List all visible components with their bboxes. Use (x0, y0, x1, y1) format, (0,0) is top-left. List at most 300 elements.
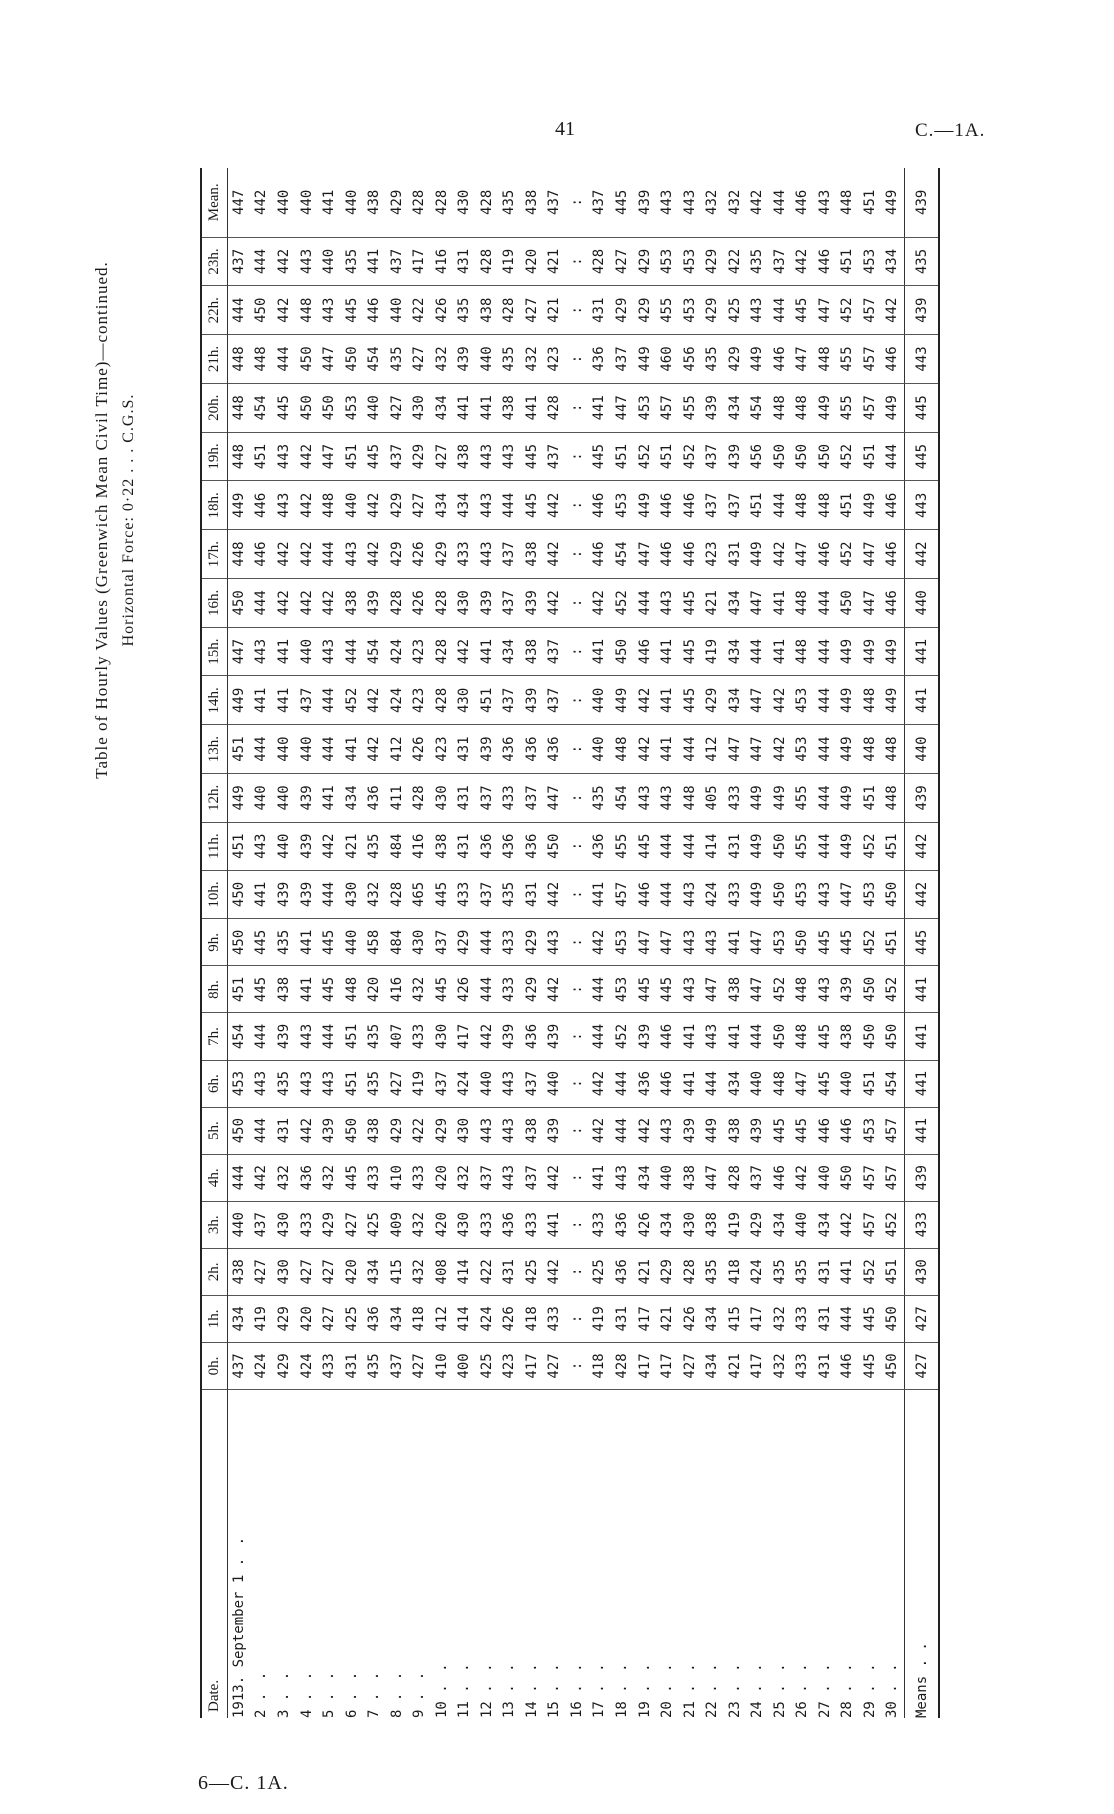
value-cell: 410 (386, 1154, 409, 1201)
value-cell: 431 (273, 1107, 296, 1154)
date-label: 22 (704, 1692, 721, 1718)
leader-dots: . . (884, 1661, 901, 1693)
value-cell: 428 (499, 286, 522, 335)
value-cell: 446 (882, 578, 905, 627)
table-row (679, 168, 702, 1718)
value-cell: 435 (701, 335, 724, 384)
value-cell: 448 (882, 774, 905, 823)
value-cell: 453 (656, 237, 679, 286)
value-cell: 447 (634, 530, 657, 579)
value-cell: 435 (791, 1248, 814, 1295)
value-cell: 434 (431, 383, 454, 432)
value-cell: 440 (363, 383, 386, 432)
value-cell: 429 (521, 966, 544, 1013)
value-cell: 440 (476, 1060, 499, 1107)
value-cell: 439 (296, 774, 319, 823)
value-cell: 440 (791, 1201, 814, 1248)
value-cell: 443 (701, 919, 724, 966)
value-cell: 426 (634, 1201, 657, 1248)
value-cell: 425 (521, 1248, 544, 1295)
value-cell: 417 (408, 237, 431, 286)
value-cell: 441 (318, 774, 341, 823)
value-cell: 450 (859, 966, 882, 1013)
value-cell: 420 (363, 966, 386, 1013)
value-cell: 444 (814, 578, 837, 627)
value-cell: 420 (341, 1248, 364, 1295)
value-cell: 447 (746, 966, 769, 1013)
value-cell: 442 (544, 530, 567, 579)
value-cell: 444 (476, 966, 499, 1013)
value-cell: 425 (724, 286, 747, 335)
mean-cell: 447 (228, 168, 251, 237)
value-cell: 431 (453, 774, 476, 823)
date-cell (701, 1389, 724, 1718)
value-cell: 444 (656, 822, 679, 870)
value-cell: 451 (837, 237, 860, 286)
value-cell: 442 (837, 1201, 860, 1248)
value-cell: 447 (746, 676, 769, 725)
value-cell: 452 (837, 432, 860, 481)
value-cell: 444 (228, 1154, 251, 1201)
value-cell: 429 (701, 676, 724, 725)
value-cell: 439 (679, 1107, 702, 1154)
value-cell: 439 (476, 578, 499, 627)
table-row (814, 168, 837, 1718)
value-cell: 441 (656, 676, 679, 725)
header-hour: 0h. (201, 1342, 228, 1389)
mean-cell: 451 (859, 168, 882, 237)
date-cell (453, 1389, 476, 1718)
value-cell: 435 (363, 1013, 386, 1060)
value-cell: 437 (228, 237, 251, 286)
value-cell: 457 (859, 1154, 882, 1201)
value-cell: 435 (363, 822, 386, 870)
mean-cell: 428 (408, 168, 431, 237)
value-cell: 431 (499, 1248, 522, 1295)
value-cell: 445 (814, 1060, 837, 1107)
value-cell: 442 (882, 286, 905, 335)
date-cell (859, 1389, 882, 1718)
leader-dots: . . (704, 1661, 721, 1693)
value-cell: 434 (882, 237, 905, 286)
value-cell: 428 (724, 1154, 747, 1201)
mean-cell: 449 (882, 168, 905, 237)
value-cell: 442 (296, 1107, 319, 1154)
value-cell: 420 (431, 1201, 454, 1248)
date-cell (814, 1389, 837, 1718)
value-cell: 448 (318, 481, 341, 530)
date-label: 20 (659, 1692, 676, 1718)
value-cell: 439 (273, 1013, 296, 1060)
value-cell: 444 (318, 725, 341, 774)
value-cell: 447 (746, 725, 769, 774)
value-cell: 447 (791, 530, 814, 579)
table-row (566, 168, 589, 1718)
value-cell: 448 (228, 530, 251, 579)
value-cell: 449 (228, 481, 251, 530)
value-cell: 448 (882, 725, 905, 774)
leader-dots: . . (388, 1669, 405, 1702)
value-cell: 456 (746, 432, 769, 481)
value-cell: 446 (769, 335, 792, 384)
value-cell: 452 (679, 432, 702, 481)
value-cell: 437 (769, 237, 792, 286)
value-cell: 412 (431, 1295, 454, 1342)
value-cell: 426 (431, 286, 454, 335)
means-value-cell: 445 (905, 383, 939, 432)
value-cell: 424 (453, 1060, 476, 1107)
value-cell: 446 (656, 1060, 679, 1107)
value-cell: 442 (318, 822, 341, 870)
value-cell: 408 (431, 1248, 454, 1295)
value-cell: 451 (837, 481, 860, 530)
date-cell (499, 1389, 522, 1718)
value-cell: 435 (386, 335, 409, 384)
table-row (408, 168, 431, 1718)
value-cell: 442 (296, 432, 319, 481)
value-cell: 441 (589, 1154, 612, 1201)
value-cell: 449 (882, 627, 905, 676)
value-cell: 442 (769, 676, 792, 725)
date-cell (476, 1389, 499, 1718)
value-cell: 443 (476, 481, 499, 530)
value-cell: 447 (544, 774, 567, 823)
leader-dots: . . (230, 1534, 247, 1567)
value-cell: 452 (882, 1201, 905, 1248)
value-cell: 453 (769, 919, 792, 966)
value-cell: 433 (791, 1295, 814, 1342)
date-cell (544, 1389, 567, 1718)
value-cell: 449 (228, 676, 251, 725)
value-cell: 442 (769, 530, 792, 579)
value-cell: 435 (499, 870, 522, 919)
value-cell: 435 (499, 335, 522, 384)
mean-cell: 438 (521, 168, 544, 237)
date-label: 13 (501, 1692, 518, 1718)
value-cell: 434 (341, 774, 364, 823)
table-row (431, 168, 454, 1718)
value-cell: 440 (228, 1201, 251, 1248)
value-cell: 452 (882, 966, 905, 1013)
value-cell: 442 (544, 1248, 567, 1295)
value-cell: 444 (499, 481, 522, 530)
value-cell: 446 (814, 1107, 837, 1154)
value-cell: 440 (656, 1154, 679, 1201)
date-cell (837, 1389, 860, 1718)
value-cell: 445 (318, 919, 341, 966)
value-cell: 448 (251, 335, 274, 384)
value-cell: 429 (386, 1107, 409, 1154)
value-cell: 434 (724, 627, 747, 676)
value-cell: 448 (859, 676, 882, 725)
mean-cell: 444 (769, 168, 792, 237)
mean-cell: 443 (656, 168, 679, 237)
means-value-cell: 440 (905, 725, 939, 774)
value-cell: 449 (837, 774, 860, 823)
value-cell: 437 (724, 481, 747, 530)
value-cell: 433 (363, 1154, 386, 1201)
date-label: 18 (613, 1692, 630, 1718)
value-cell: 427 (386, 1060, 409, 1107)
value-cell: 457 (882, 1154, 905, 1201)
table-row (837, 168, 860, 1718)
value-cell: 441 (769, 627, 792, 676)
value-cell: 429 (386, 481, 409, 530)
value-cell: 453 (791, 676, 814, 725)
leader-dots: . . (771, 1661, 788, 1693)
leader-dots: . . (501, 1661, 518, 1693)
table-row (791, 168, 814, 1718)
value-cell: 436 (363, 1295, 386, 1342)
table-row (701, 168, 724, 1718)
value-cell: 419 (589, 1295, 612, 1342)
value-cell: 449 (882, 383, 905, 432)
value-cell: 434 (724, 1060, 747, 1107)
value-cell: 439 (296, 870, 319, 919)
date-label: 11 (456, 1692, 473, 1718)
value-cell: 428 (544, 383, 567, 432)
value-cell: 444 (251, 1107, 274, 1154)
value-cell: 440 (589, 676, 612, 725)
value-cell: 455 (791, 774, 814, 823)
value-cell: 441 (341, 725, 364, 774)
value-cell: 420 (296, 1295, 319, 1342)
date-cell (611, 1389, 634, 1718)
means-value-cell: 439 (905, 286, 939, 335)
value-cell: 425 (341, 1295, 364, 1342)
value-cell: 430 (341, 870, 364, 919)
value-cell: 441 (251, 870, 274, 919)
value-cell: 437 (521, 1060, 544, 1107)
value-cell: 448 (791, 966, 814, 1013)
header-hour: 16h. (201, 578, 228, 627)
date-cell (318, 1389, 341, 1718)
means-value-cell: 445 (905, 432, 939, 481)
value-cell: 423 (544, 335, 567, 384)
mean-cell: 440 (296, 168, 319, 237)
date-cell (408, 1389, 431, 1718)
value-cell: 454 (363, 335, 386, 384)
leader-dots: . . (366, 1669, 383, 1702)
value-cell: 444 (679, 822, 702, 870)
date-cell (273, 1389, 296, 1718)
value-cell: 443 (499, 1154, 522, 1201)
mean-cell: 445 (611, 168, 634, 237)
value-cell: 442 (363, 481, 386, 530)
value-cell: 453 (679, 286, 702, 335)
value-cell: 439 (499, 1013, 522, 1060)
value-cell: 431 (814, 1295, 837, 1342)
means-value-cell: 439 (905, 774, 939, 823)
value-cell: 453 (791, 870, 814, 919)
value-cell: 452 (859, 1248, 882, 1295)
value-cell: 442 (296, 578, 319, 627)
value-cell: 414 (453, 1295, 476, 1342)
value-cell: 428 (431, 578, 454, 627)
value-cell: 442 (634, 1107, 657, 1154)
header-hour: Mean. (201, 168, 228, 237)
value-cell: 433 (318, 1342, 341, 1389)
value-cell: 444 (679, 725, 702, 774)
header-hour: 6h. (201, 1060, 228, 1107)
value-cell: 419 (408, 1060, 431, 1107)
value-cell: 445 (251, 919, 274, 966)
value-cell: 436 (589, 335, 612, 384)
value-cell: 444 (656, 870, 679, 919)
value-cell: 441 (589, 627, 612, 676)
value-cell: 421 (544, 286, 567, 335)
value-cell: 444 (251, 237, 274, 286)
table-row (611, 168, 634, 1718)
value-cell: 442 (273, 237, 296, 286)
value-cell: 421 (701, 578, 724, 627)
value-cell: 443 (656, 578, 679, 627)
value-cell: 454 (251, 383, 274, 432)
value-cell: 430 (453, 1107, 476, 1154)
value-cell: 457 (882, 1107, 905, 1154)
date-label: 2 (253, 1701, 270, 1718)
date-label: 3 (276, 1701, 292, 1718)
date-label: 8 (388, 1701, 405, 1718)
value-cell: 437 (431, 1060, 454, 1107)
leader-dots: . . (591, 1661, 608, 1693)
value-cell: 446 (679, 530, 702, 579)
value-cell: 441 (837, 1248, 860, 1295)
value-cell: 423 (408, 627, 431, 676)
value-cell: 442 (296, 530, 319, 579)
value-cell: 418 (589, 1342, 612, 1389)
value-cell: 435 (453, 286, 476, 335)
value-cell: 452 (837, 530, 860, 579)
value-cell: 448 (228, 335, 251, 384)
value-cell: 428 (386, 578, 409, 627)
value-cell: 433 (453, 870, 476, 919)
value-cell: 453 (859, 1107, 882, 1154)
value-cell: 421 (544, 237, 567, 286)
value-cell: 430 (453, 578, 476, 627)
value-cell: : (566, 335, 589, 384)
means-value-cell: 435 (905, 237, 939, 286)
value-cell: 428 (408, 774, 431, 823)
leader-dots: . . (839, 1661, 856, 1693)
value-cell: 450 (859, 1013, 882, 1060)
date-cell (566, 1389, 589, 1718)
value-cell: 449 (634, 481, 657, 530)
value-cell: 429 (634, 237, 657, 286)
value-cell: 440 (814, 1154, 837, 1201)
value-cell: 440 (251, 774, 274, 823)
value-cell: 430 (273, 1248, 296, 1295)
value-cell: 440 (476, 335, 499, 384)
value-cell: 427 (318, 1248, 341, 1295)
value-cell: 448 (611, 725, 634, 774)
value-cell: 444 (634, 578, 657, 627)
value-cell: 443 (544, 919, 567, 966)
header-hour: 9h. (201, 919, 228, 966)
table-row (341, 168, 364, 1718)
value-cell: 447 (656, 919, 679, 966)
mean-cell: 437 (589, 168, 612, 237)
value-cell: 441 (589, 383, 612, 432)
table-body (228, 168, 940, 1718)
value-cell: 427 (408, 481, 431, 530)
value-cell: 421 (634, 1248, 657, 1295)
value-cell: 449 (837, 725, 860, 774)
value-cell: 437 (544, 432, 567, 481)
header-hour: 22h. (201, 286, 228, 335)
value-cell: 454 (228, 1013, 251, 1060)
value-cell: : (566, 676, 589, 725)
value-cell: 424 (386, 676, 409, 725)
value-cell: 455 (837, 383, 860, 432)
value-cell: 431 (611, 1295, 634, 1342)
mean-cell: 435 (499, 168, 522, 237)
date-cell (769, 1389, 792, 1718)
value-cell: 456 (679, 335, 702, 384)
value-cell: 453 (611, 481, 634, 530)
value-cell: 427 (408, 335, 431, 384)
value-cell: 446 (837, 1342, 860, 1389)
value-cell: 434 (701, 1342, 724, 1389)
value-cell: 445 (769, 1107, 792, 1154)
value-cell: 428 (679, 1248, 702, 1295)
value-cell: 445 (679, 676, 702, 725)
value-cell: 439 (273, 870, 296, 919)
value-cell: 421 (341, 822, 364, 870)
value-cell: : (566, 1295, 589, 1342)
means-value-cell: 433 (905, 1201, 939, 1248)
value-cell: 419 (499, 237, 522, 286)
table-row (882, 168, 905, 1718)
hourly-values-table-container (200, 168, 940, 1718)
mean-cell: 441 (318, 168, 341, 237)
table-row (228, 168, 251, 1718)
leader-dots: . . (749, 1661, 766, 1693)
value-cell: 443 (273, 432, 296, 481)
header-date: Date. (201, 1389, 228, 1718)
value-cell: 445 (431, 966, 454, 1013)
value-cell: 442 (363, 725, 386, 774)
year-label: 1913. (230, 1667, 247, 1718)
value-cell: : (566, 383, 589, 432)
value-cell: 441 (363, 237, 386, 286)
header-hour: 20h. (201, 383, 228, 432)
value-cell: 438 (363, 1107, 386, 1154)
value-cell: 450 (341, 1107, 364, 1154)
value-cell: 445 (363, 432, 386, 481)
value-cell: 444 (769, 481, 792, 530)
value-cell: 450 (544, 822, 567, 870)
value-cell: 438 (499, 383, 522, 432)
value-cell: 443 (499, 432, 522, 481)
value-cell: 442 (544, 966, 567, 1013)
value-cell: 440 (273, 725, 296, 774)
value-cell: 451 (859, 1060, 882, 1107)
value-cell: 427 (544, 1342, 567, 1389)
value-cell: 453 (679, 237, 702, 286)
value-cell: 438 (521, 1107, 544, 1154)
value-cell: 440 (544, 1060, 567, 1107)
value-cell: 441 (656, 725, 679, 774)
value-cell: 434 (634, 1154, 657, 1201)
value-cell: 429 (273, 1342, 296, 1389)
value-cell: 442 (476, 1013, 499, 1060)
value-cell: 437 (386, 432, 409, 481)
header-hour: 17h. (201, 530, 228, 579)
value-cell: 416 (386, 966, 409, 1013)
value-cell: 437 (544, 627, 567, 676)
header-hour: 23h. (201, 237, 228, 286)
